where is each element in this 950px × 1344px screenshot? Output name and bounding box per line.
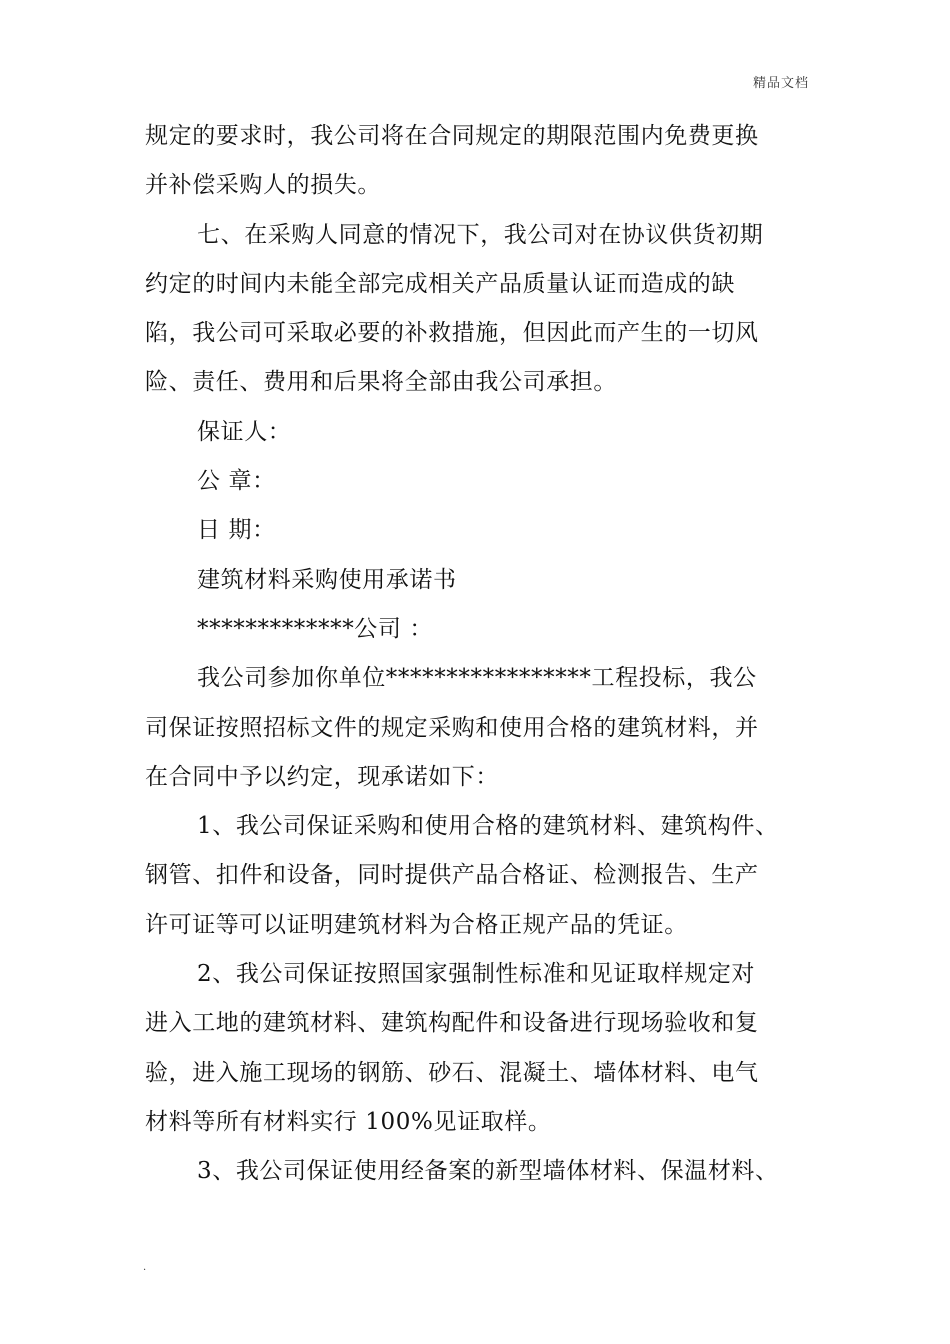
text-line: 钢管、扣件和设备，同时提供产品合格证、检测报告、生产 (145, 862, 759, 889)
text-line: 在合同中予以约定，现承诺如下： (145, 763, 499, 790)
text-line: 我公司参加你单位*****************工程投标，我公 (197, 665, 757, 692)
text-line: 约定的时间内未能全部完成相关产品质量认证而造成的缺 (145, 270, 735, 297)
text-line: 保证人： (197, 418, 292, 445)
text-line: 进入工地的建筑材料、建筑构配件和设备进行现场验收和复 (145, 1010, 759, 1037)
footer-mark: . (143, 1262, 147, 1273)
text-line: 陷，我公司可采取必要的补救措施，但因此而产生的一切风 (145, 320, 759, 347)
text-line: *************公司 ： (197, 615, 434, 642)
page-header-label: 精品文档 (752, 76, 809, 91)
text-line: 司保证按照招标文件的规定采购和使用合格的建筑材料，并 (145, 714, 759, 741)
text-line: 1、我公司保证采购和使用合格的建筑材料、建筑构件、 (197, 813, 779, 840)
text-line: 材料等所有材料实行 100%见证取样。 (145, 1108, 552, 1135)
text-line: 3、我公司保证使用经备案的新型墙体材料、保温材料、 (197, 1158, 779, 1185)
text-line: 并补偿采购人的损失。 (145, 172, 381, 199)
document-body (145, 112, 835, 1197)
text-line: 险、责任、费用和后果将全部由我公司承担。 (145, 369, 617, 396)
text-line: 许可证等可以证明建筑材料为合格正规产品的凭证。 (145, 911, 688, 938)
text-line: 规定的要求时，我公司将在合同规定的期限范围内免费更换 (145, 123, 759, 149)
text-line: 公 章： (197, 468, 276, 495)
text-line: 建筑材料采购使用承诺书 (197, 566, 457, 593)
text-line: 日 期： (197, 517, 276, 544)
text-line: 七、在采购人同意的情况下，我公司对在协议供货初期 (197, 221, 764, 248)
text-line: 2、我公司保证按照国家强制性标准和见证取样规定对 (197, 961, 756, 988)
text-line: 验，进入施工现场的钢筋、砂石、混凝土、墙体材料、电气 (145, 1059, 759, 1086)
